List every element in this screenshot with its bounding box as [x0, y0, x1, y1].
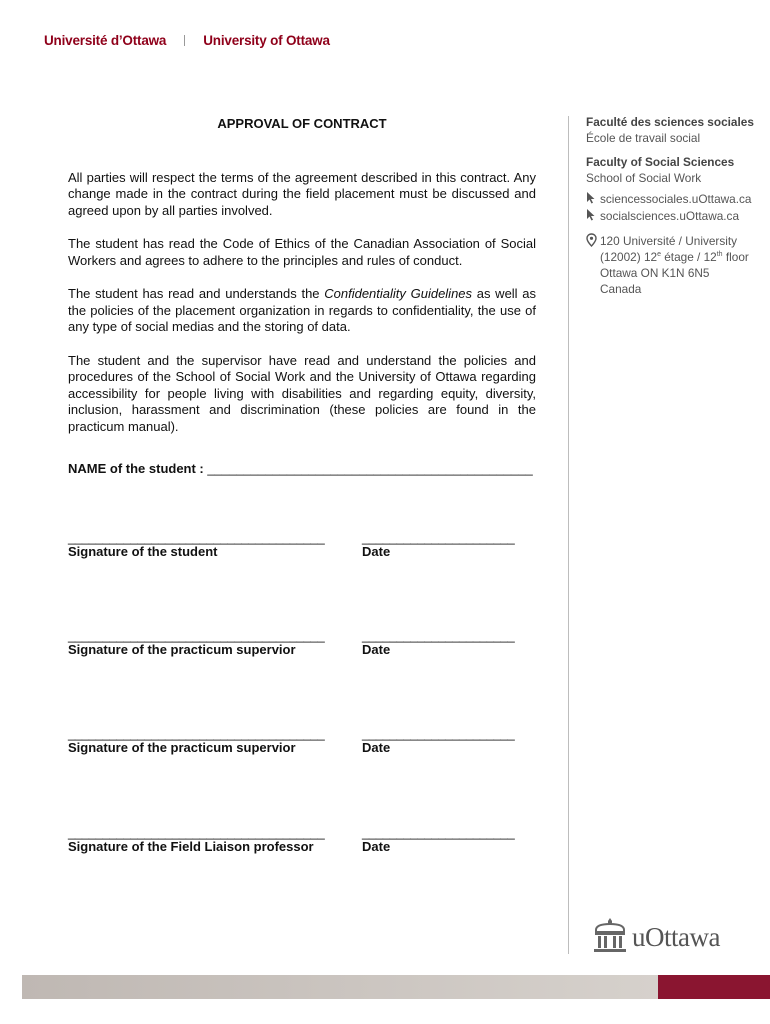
- school-fr: École de travail social: [586, 131, 701, 145]
- signature-label: Signature of the student: [68, 544, 218, 559]
- signature-label: Signature of the Field Liaison professor: [68, 839, 314, 854]
- url-en-row[interactable]: [586, 208, 766, 225]
- uottawa-logo: [592, 916, 720, 959]
- student-name-field[interactable]: [68, 461, 533, 476]
- address-line-3: Ottawa ON K1N 6N5: [600, 266, 710, 280]
- faculty-en: Faculty of Social Sciences: [586, 155, 735, 169]
- university-name-fr: Université d’Ottawa: [44, 32, 167, 48]
- date-label: Date: [362, 544, 391, 559]
- building-icon: [592, 916, 628, 959]
- page-title: APPROVAL OF CONTRACT: [217, 116, 387, 131]
- url-fr-link[interactable]: sciencessociales.uOttawa.ca: [600, 192, 752, 206]
- signature-line[interactable]: _____________________________________: [68, 726, 325, 741]
- date-label: Date: [362, 740, 391, 755]
- cursor-icon: [586, 208, 598, 225]
- address-line-1: 120 Université / University: [600, 234, 738, 248]
- footer-bar-red: [658, 975, 770, 999]
- contract-body: [68, 116, 536, 452]
- signature-label: Signature of the practicum supervior: [68, 740, 296, 755]
- address-line-4: Canada: [600, 282, 642, 296]
- student-name-label: NAME of the student :: [68, 461, 208, 476]
- date-label: Date: [362, 642, 391, 657]
- confidentiality-guidelines-term: Confidentiality Guidelines: [324, 286, 473, 301]
- cursor-icon: [586, 191, 598, 208]
- university-name-en: University of Ottawa: [203, 32, 330, 48]
- url-fr-row[interactable]: [586, 191, 766, 208]
- footer-color-bar: [22, 975, 770, 999]
- signature-line[interactable]: _____________________________________: [68, 530, 325, 545]
- signature-label: Signature of the practicum supervior: [68, 642, 296, 657]
- footer-bar-grey: [22, 975, 658, 999]
- student-name-line[interactable]: _____________________________________________: [207, 461, 533, 476]
- address-block: [586, 233, 766, 265]
- paragraph-confidentiality: The student has read and understands the Confidentiality Guidelines as well as the policies of the placement organization in regards to confidentiality, the use of any type of social medias and the storing of data.: [68, 286, 537, 334]
- date-line[interactable]: ______________________: [362, 530, 515, 545]
- school-en: School of Social Work: [586, 171, 702, 185]
- address-line-2: (12002) 12e étage / 12th floor: [600, 250, 749, 264]
- faculty-fr: Faculté des sciences sociales: [586, 115, 754, 129]
- paragraph-terms: All parties will respect the terms of the agreement described in this contract. Any change made in the contract during the field placement must be discussed and agreed upon by all parties involved.: [68, 169, 536, 218]
- logo-wordmark: uOttawa: [632, 922, 720, 952]
- date-line[interactable]: ______________________: [362, 726, 515, 741]
- signature-line[interactable]: _____________________________________: [68, 825, 325, 840]
- sidebar-divider: [568, 116, 569, 954]
- header-divider: [184, 35, 185, 46]
- date-label: Date: [362, 839, 391, 854]
- date-line[interactable]: ______________________: [362, 825, 515, 840]
- url-en-link[interactable]: socialsciences.uOttawa.ca: [600, 209, 740, 223]
- university-header: [44, 30, 330, 50]
- faculty-sidebar: [586, 114, 766, 297]
- paragraph-ethics: The student has read the Code of Ethics of the Canadian Association of Social Workers and agrees to adhere to the principles and rules of conduct.: [68, 236, 536, 268]
- paragraph-policies: The student and the supervisor have read and understand the policies and procedures of the School of Social Work and the University of Ottawa regarding accessibility for people living with disabilities and regarding equity, diversity, inclusion, harassment and discrimination (these policies are found in the practicum manual).: [68, 352, 536, 434]
- location-pin-icon: [586, 233, 598, 251]
- date-line[interactable]: ______________________: [362, 628, 515, 643]
- signature-line[interactable]: _____________________________________: [68, 628, 325, 643]
